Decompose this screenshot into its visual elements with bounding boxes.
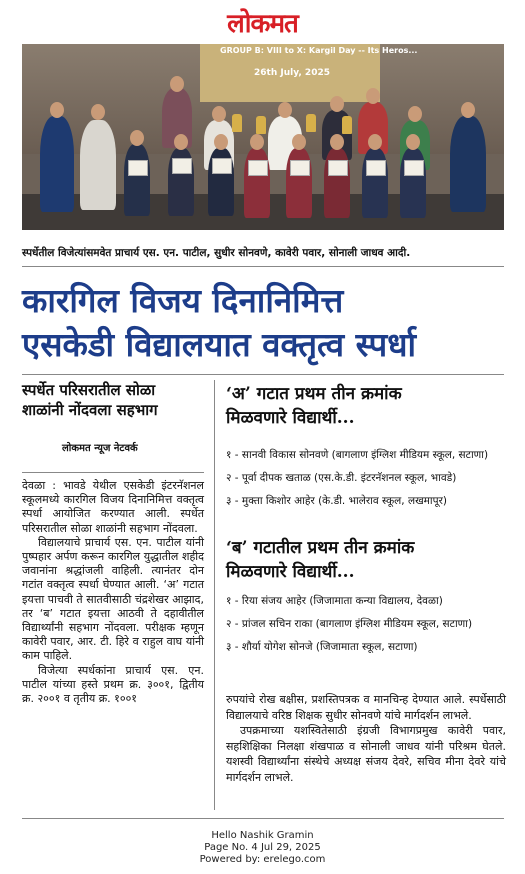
column-divider bbox=[214, 380, 215, 810]
divider bbox=[22, 266, 504, 267]
trophy-icon bbox=[232, 114, 242, 132]
student-head bbox=[330, 134, 344, 150]
student-head bbox=[368, 134, 382, 150]
headline-line-2: एसकेडी विद्यालयात वक्तृत्व स्पर्धा bbox=[22, 325, 417, 364]
event-photo bbox=[22, 44, 504, 230]
byline: लोकमत न्यूज नेटवर्क bbox=[62, 443, 138, 454]
body-paragraph: विजेत्या स्पर्धकांना प्राचार्य एस. एन. पाटील यांच्या हस्ते प्रथम क्र. ३००१, द्वितीय क्र. २००१ व तृतीय क्र. १००१ bbox=[22, 663, 204, 706]
body-paragraph: देवळा : भावडे येथील एसकेडी इंटरनॅशनल स्कूलमध्ये कारगिल विजय दिनानिमित्त वक्तृत्व स्पर्धा आयोजित करण्यात आली. स्पर्धेत परिसरातील सोळा शाळांनी सहभाग नोंदवला. bbox=[22, 479, 204, 535]
person-head bbox=[366, 88, 380, 104]
person-head bbox=[330, 96, 344, 112]
divider bbox=[22, 472, 204, 473]
group-a-heading-1: ‘अ’ गटात प्रथम तीन क्रमांक bbox=[226, 384, 402, 404]
group-a-heading-2: मिळवणारे विद्यार्थी... bbox=[226, 408, 355, 428]
banner-text-2: 26th July, 2025 bbox=[254, 68, 330, 78]
subhead-line-1: स्पर्धेत परिसरातील सोळा bbox=[22, 381, 156, 399]
subhead-line-2: शाळांनी नोंदवला सहभाग bbox=[22, 401, 158, 419]
trophy-icon bbox=[306, 114, 316, 132]
list-item: २ - पूर्वा दीपक खताळ (एस.के.डी. इंटरनॅशनल स्कूल, भावडे) bbox=[226, 472, 457, 484]
person-head bbox=[170, 76, 184, 92]
body-paragraph: उपक्रमाच्या यशस्वितेसाठी इंग्रजी विभागप्रमुख कावेरी पवार, सहशिक्षिका निलक्षा शंखपाळ व सोनाली जाधव यांनी परिश्रम घेतले. यशस्वी विद्यार्थ्यांना संस्थेचे अध्यक्ष संजय देवरे, सचिव मीना देवरे यांचे मार्गदर्शन लाभले. bbox=[226, 724, 506, 784]
student bbox=[286, 148, 312, 218]
student bbox=[400, 148, 426, 218]
person-head bbox=[408, 106, 422, 122]
person bbox=[80, 120, 116, 210]
person bbox=[40, 116, 74, 212]
student bbox=[362, 148, 388, 218]
student bbox=[324, 148, 350, 218]
certificate bbox=[404, 160, 424, 176]
student-head bbox=[292, 134, 306, 150]
photo-caption: स्पर्धेतील विजेत्यांसमवेत प्राचार्य एस. एन. पाटील, सुधीर सोनवणे, कावेरी पवार, सोनाली जाधव आदी. bbox=[22, 247, 411, 259]
student bbox=[124, 144, 150, 216]
headline-line-1: कारगिल विजय दिनानिमित्त bbox=[22, 281, 344, 320]
group-b-heading-2: मिळवणारे विद्यार्थी... bbox=[226, 562, 355, 582]
trophy-icon bbox=[342, 116, 352, 134]
footer-powered-by: Powered by: erelego.com bbox=[199, 854, 326, 865]
certificate bbox=[172, 158, 192, 174]
student bbox=[244, 148, 270, 218]
certificate bbox=[212, 158, 232, 174]
student-head bbox=[214, 134, 228, 150]
group-b-list bbox=[226, 594, 502, 663]
person-head bbox=[212, 106, 226, 122]
list-item: १ - सानवी विकास सोनवणे (बागलाण इंग्लिश मीडियम स्कूल, सटाणा) bbox=[226, 449, 489, 461]
page-footer bbox=[0, 830, 525, 866]
article-body bbox=[22, 479, 204, 706]
student-head bbox=[174, 134, 188, 150]
footer-edition: Hello Nashik Gramin bbox=[211, 830, 314, 841]
list-item: १ - रिया संजय आहेर (जिजामाता कन्या विद्यालय, देवळा) bbox=[226, 595, 443, 607]
list-item: ३ - मुक्ता किशोर आहेर (के.डी. भालेराव स्कूल, लखमापूर) bbox=[226, 495, 448, 507]
certificate bbox=[328, 160, 348, 176]
person-head bbox=[278, 102, 292, 118]
footer-page-date: Page No. 4 Jul 29, 2025 bbox=[204, 842, 321, 853]
group-a-list bbox=[226, 448, 502, 517]
student-head bbox=[406, 134, 420, 150]
person-head bbox=[461, 102, 475, 118]
person-head bbox=[50, 102, 64, 118]
list-item: २ - प्रांजल सचिन राका (बागलाण इंग्लिश मीडियम स्कूल, सटाणा) bbox=[226, 618, 473, 630]
article-continuation bbox=[226, 692, 506, 785]
masthead bbox=[0, 0, 525, 44]
person bbox=[450, 116, 486, 212]
list-item: ३ - शौर्या योगेश सोनजे (जिजामाता स्कूल, सटाणा) bbox=[226, 641, 418, 653]
person-head bbox=[91, 104, 105, 120]
group-b-heading-1: ‘ब’ गटातील प्रथम तीन क्रमांक bbox=[226, 538, 415, 558]
certificate bbox=[366, 160, 386, 176]
certificate bbox=[290, 160, 310, 176]
student-head bbox=[250, 134, 264, 150]
banner-text-1: GROUP B: VIII to X: Kargil Day -- Its Heros... bbox=[220, 46, 418, 55]
divider bbox=[22, 818, 504, 819]
divider bbox=[22, 374, 504, 375]
lokmat-logo: लोकमत bbox=[227, 9, 298, 39]
body-paragraph: विद्यालयाचे प्राचार्य एस. एन. पाटील यांनी पुष्पहार अर्पण करून कारगिल युद्धातील शहीद जवानांना श्रद्धांजली वाहिली. त्यानंतर दोन गटांत वक्तृत्व स्पर्धा घेण्यात आली. ‘अ’ गटात इयत्ता पाचवी ते सातवीसाठी चंद्रशेखर आझाद, तर ‘ब’ गटात इयत्ता आठवी ते दहावीतील विद्यार्थ्यांनी सहभाग नोंदवला. परीक्षक म्हणून कावेरी पवार, आर. टी. हिरे व राहुल वाघ यांनी काम पाहिले. bbox=[22, 535, 204, 663]
student-head bbox=[130, 130, 144, 146]
certificate bbox=[248, 160, 268, 176]
trophy-icon bbox=[256, 116, 266, 134]
certificate bbox=[128, 160, 148, 176]
body-paragraph: रुपयांचे रोख बक्षीस, प्रशस्तिपत्रक व मानचिन्ह देण्यात आले. स्पर्धेसाठी विद्यालयाचे वरिष्ठ शिक्षक सुधीर सोनवणे यांचे मार्गदर्शन लाभले. bbox=[226, 693, 506, 722]
